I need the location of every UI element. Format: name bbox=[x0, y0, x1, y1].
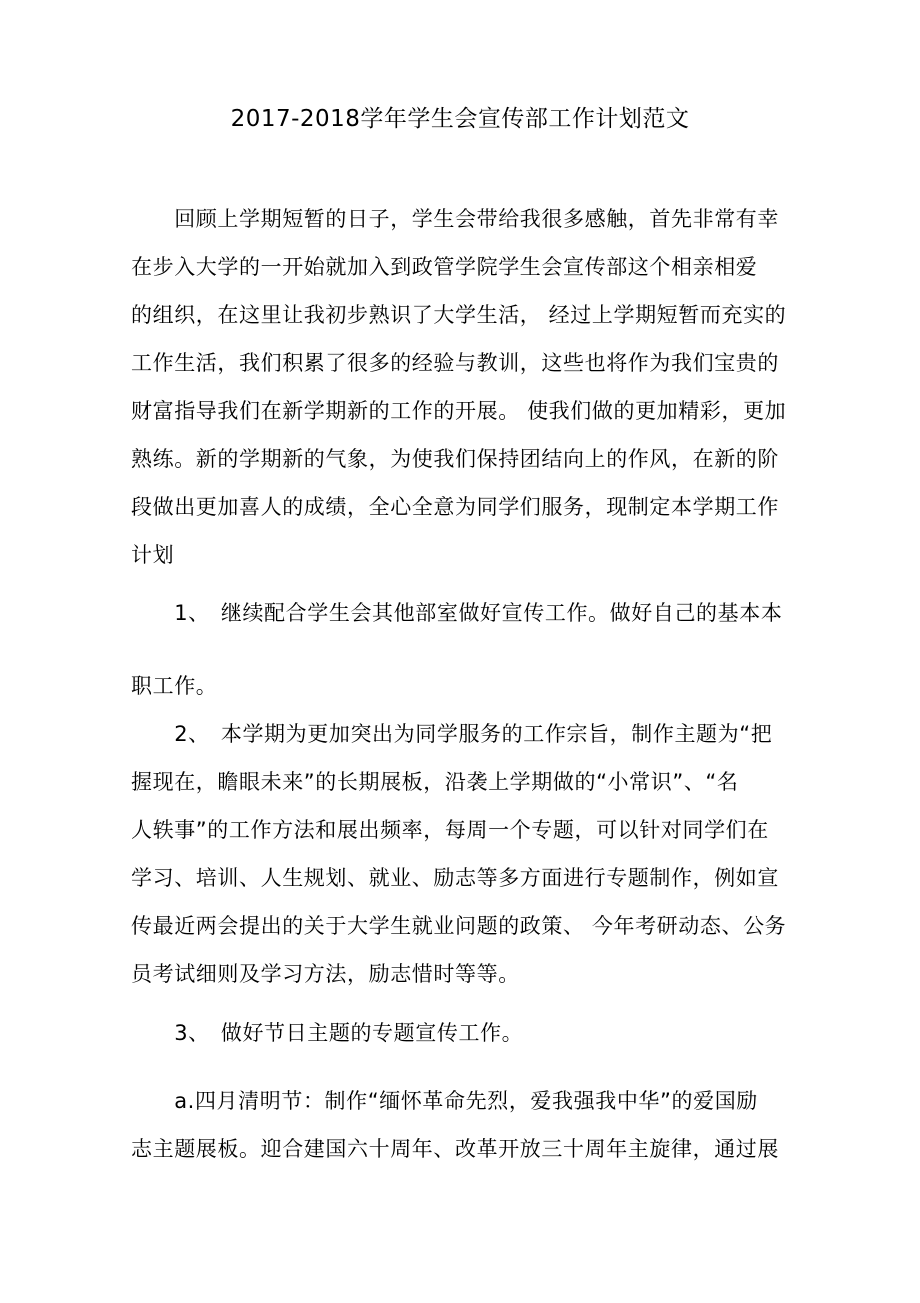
paragraph-item-a bbox=[131, 1077, 820, 1173]
text-line: 握现在，瞻眼未来”的长期展板，沿袭上学期做的“小常识”、“名 bbox=[131, 770, 739, 794]
text-line: 职工作。 bbox=[131, 674, 218, 698]
document-title: 2017-2018学年学生会宣传部工作计划范文 bbox=[230, 106, 690, 132]
paragraph-intro bbox=[131, 195, 820, 579]
text-line: 在步入大学的一开始就加入到政管学院学生会宣传部这个相亲相爱 bbox=[131, 255, 758, 279]
text-line: 3、 做好节日主题的专题宣传工作。 bbox=[131, 1021, 524, 1045]
text-line: 计划 bbox=[131, 543, 175, 567]
text-line: 熟练。新的学期新的气象，为使我们保持团结向上的作风，在新的阶 bbox=[131, 447, 779, 471]
text-line: 传最近两会提出的关于大学生就业问题的政策、 今年考研动态、公务 bbox=[131, 914, 787, 938]
text-line: 工作生活，我们积累了很多的经验与教训，这些也将作为我们宝贵的 bbox=[131, 351, 779, 375]
text-line: 志主题展板。迎合建国六十周年、改革开放三十周年主旋律，通过展 bbox=[131, 1137, 779, 1161]
text-line: 学习、培训、人生规划、就业、励志等多方面进行专题制作，例如宣 bbox=[131, 866, 779, 890]
text-line: 财富指导我们在新学期新的工作的开展。 使我们做的更加精彩，更加 bbox=[131, 399, 787, 423]
paragraph-item-3 bbox=[131, 1009, 820, 1057]
text-line: 2、 本学期为更加突出为同学服务的工作宗旨，制作主题为“把 bbox=[131, 722, 773, 746]
document-body bbox=[0, 135, 920, 1173]
text-line: 段做出更加喜人的成绩，全心全意为同学们服务，现制定本学期工作 bbox=[131, 495, 779, 519]
text-line: 1、 继续配合学生会其他部室做好宣传工作。做好自己的基本本 bbox=[131, 601, 783, 625]
text-line: 回顾上学期短暂的日子，学生会带给我很多感触，首先非常有幸 bbox=[131, 207, 779, 231]
text-line: 员考试细则及学习方法，励志惜时等等。 bbox=[131, 962, 520, 986]
text-line: a.四月清明节：制作“缅怀革命先烈，爱我强我中华”的爱国励 bbox=[131, 1089, 758, 1113]
text-line: 人轶事”的工作方法和展出频率，每周一个专题，可以针对同学们在 bbox=[131, 818, 769, 842]
paragraph-item-1 bbox=[131, 589, 820, 710]
paragraph-item-2 bbox=[131, 710, 820, 998]
text-line: 的组织，在这里让我初步熟识了大学生活， 经过上学期短暂而充实的 bbox=[131, 303, 787, 327]
